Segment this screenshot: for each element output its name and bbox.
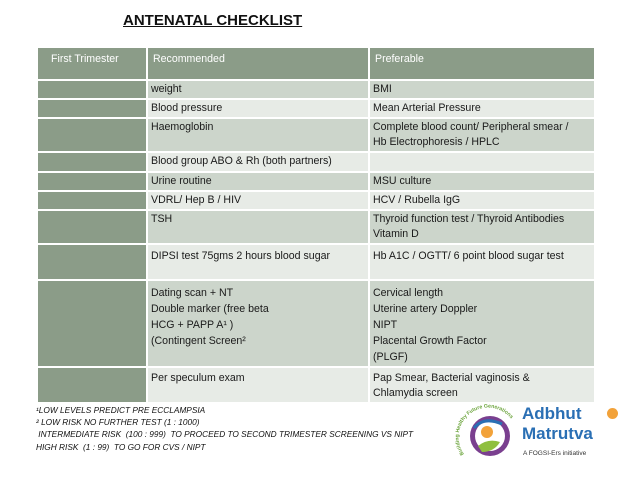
table-row <box>38 210 595 244</box>
recommended-cell: DIPSI test 75gms 2 hours blood sugar <box>147 244 369 280</box>
preferable-cell: Cervical length Uterine artery Doppler NIPT Placental Growth Factor (PLGF) <box>369 280 595 367</box>
header-preferable: Preferable <box>369 48 595 80</box>
table-row <box>38 118 595 152</box>
preferable-cell <box>369 152 595 172</box>
preferable-cell: Thyroid function test / Thyroid Antibodies Vitamin D <box>369 210 595 244</box>
adbhut-matrutva-logo <box>454 398 624 470</box>
preferable-cell: HCV / Rubella IgG <box>369 191 595 210</box>
table-row <box>38 152 595 172</box>
first-trimester-cell <box>38 191 147 210</box>
recommended-cell: Dating scan + NT Double marker (free beta HCG + PAPP A¹ ) (Contingent Screen² <box>147 280 369 367</box>
recommended-cell: VDRL/ Hep B / HIV <box>147 191 369 210</box>
table-header-row <box>38 48 595 80</box>
recommended-cell: Blood group ABO & Rh (both partners) <box>147 152 369 172</box>
logo-name-line2: Matrutva <box>522 424 593 443</box>
footnote-2: ² LOW RISK NO FURTHER TEST (1 : 1000) <box>36 417 200 428</box>
table-row <box>38 244 595 280</box>
preferable-cell: Complete blood count/ Peripheral smear / Hb Electrophoresis / HPLC <box>369 118 595 152</box>
header-first-trimester: First Trimester <box>38 48 147 80</box>
recommended-cell: Per speculum exam <box>147 367 369 403</box>
adbhut-matrutva-logo-icon <box>454 398 522 470</box>
recommended-cell: Blood pressure <box>147 99 369 118</box>
first-trimester-cell <box>38 99 147 118</box>
table-row <box>38 99 595 118</box>
recommended-cell: Haemoglobin <box>147 118 369 152</box>
recommended-cell: Urine routine <box>147 172 369 191</box>
table-row <box>38 172 595 191</box>
footnote-1: ¹LOW LEVELS PREDICT PRE ECCLAMPSIA <box>36 405 206 415</box>
first-trimester-cell <box>38 280 147 367</box>
first-trimester-cell <box>38 210 147 244</box>
first-trimester-cell <box>38 152 147 172</box>
first-trimester-cell <box>38 80 147 99</box>
preferable-cell: MSU culture <box>369 172 595 191</box>
preferable-cell: Pap Smear, Bacterial vaginosis & Chlamydia screen <box>369 367 595 403</box>
first-trimester-cell <box>38 244 147 280</box>
logo-name-line1: Adbhut <box>522 404 582 423</box>
page-title: ANTENATAL CHECKLIST <box>123 12 303 29</box>
first-trimester-cell <box>38 118 147 152</box>
table-row <box>38 191 595 210</box>
logo-tagline: A FOGSI-Ers initiative <box>523 450 587 457</box>
preferable-cell: BMI <box>369 80 595 99</box>
recommended-cell: TSH <box>147 210 369 244</box>
footnote-4: HIGH RISK (1 : 99) TO GO FOR CVS / NIPT <box>36 441 206 452</box>
header-recommended: Recommended <box>147 48 369 80</box>
preferable-cell: Mean Arterial Pressure <box>369 99 595 118</box>
table-row <box>38 80 595 99</box>
antenatal-checklist-table <box>38 48 596 404</box>
first-trimester-cell <box>38 367 147 403</box>
recommended-cell: weight <box>147 80 369 99</box>
footnotes <box>36 404 413 453</box>
table-row <box>38 280 595 367</box>
first-trimester-cell <box>38 172 147 191</box>
logo-accent-dot <box>607 408 618 419</box>
footnote-3: INTERMEDIATE RISK (100 : 999) TO PROCEED TO SECOND TRIMESTER SCREENING VS NIPT <box>36 429 414 440</box>
preferable-cell: Hb A1C / OGTT/ 6 point blood sugar test <box>369 244 595 280</box>
logo-arc-text: Building Healthy Future Generations <box>454 403 515 457</box>
